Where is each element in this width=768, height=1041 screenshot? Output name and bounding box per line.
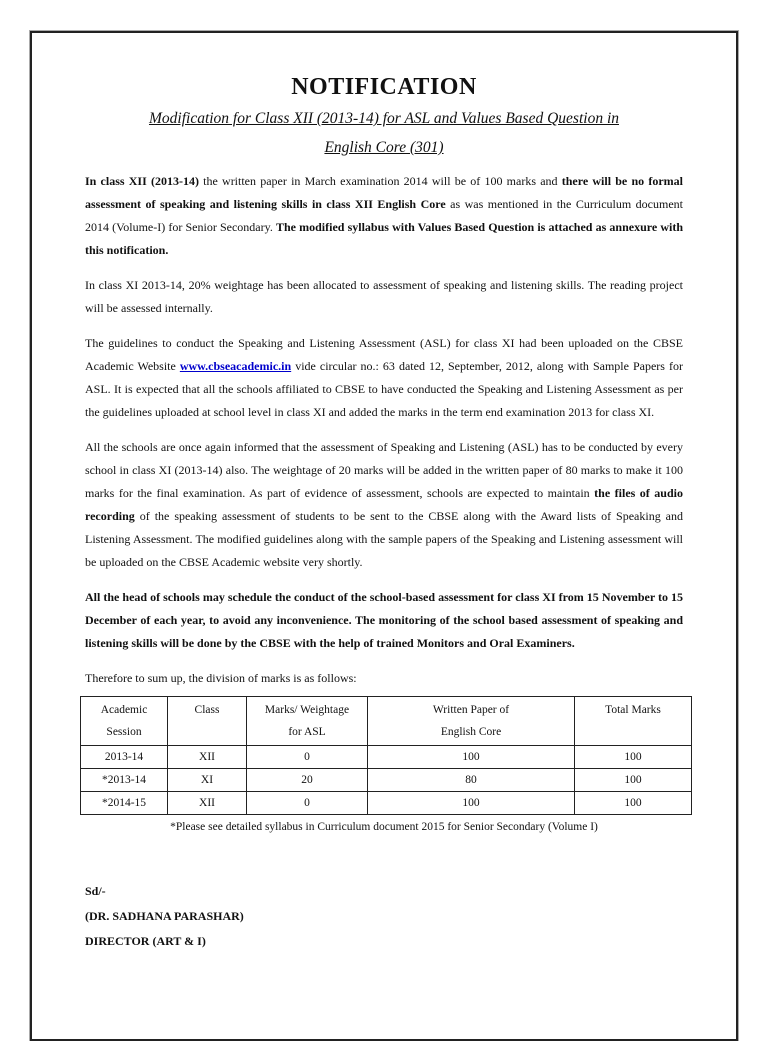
- cell-class: XII: [168, 792, 247, 815]
- cell-total: 100: [575, 792, 692, 815]
- cell-written: 80: [368, 769, 575, 792]
- page-title: NOTIFICATION: [291, 74, 477, 100]
- table-footnote: *Please see detailed syllabus in Curriculum document 2015 for Senior Secondary (Volume I): [170, 821, 598, 833]
- cell-written: 100: [368, 792, 575, 815]
- cbse-academic-link[interactable]: www.cbseacademic.in: [179, 359, 292, 373]
- cell-written: 100: [368, 746, 575, 769]
- para1-text-1: the written paper in March examination 2014 will be of 100 marks and: [198, 174, 562, 188]
- paragraph-guidelines: [85, 332, 683, 424]
- paragraph-sum-up: Therefore to sum up, the division of marks is as follows:: [85, 671, 357, 685]
- para4-text-1: All the schools are once again informed that the assessment of Speaking and Listening (ASL) has to be conducted by every school in class XI (2013-14) also. The weightage of 20 marks will be added in the written paper of 80 marks to make it 100 marks for the final examination. As part of evidence of assessment, schools are expected to maintain: [85, 440, 683, 500]
- subtitle: [85, 104, 683, 162]
- header-written-paper: Written Paper of English Core: [368, 697, 575, 746]
- header-class: Class: [168, 697, 247, 746]
- cell-total: 100: [575, 769, 692, 792]
- subtitle-line-2: English Core (301): [324, 139, 444, 156]
- paragraph-class-xi-weightage: In class XI 2013-14, 20% weightage has been allocated to assessment of speaking and listening skills. The reading project will be assessed internally.: [85, 278, 683, 315]
- signatory-name: (DR. SADHANA PARASHAR): [85, 909, 244, 923]
- para1-bold-1: In class XII (2013-14): [85, 174, 199, 188]
- subtitle-line-1: Modification for Class XII (2013-14) for ASL and Values Based Question in: [148, 110, 619, 127]
- cell-session: 2013-14: [81, 746, 168, 769]
- cell-asl: 20: [247, 769, 368, 792]
- cell-class: XI: [168, 769, 247, 792]
- marks-table: [80, 696, 692, 815]
- para1-text-2: as was mentioned in the Curriculum document 2014 (Volume-I) for Senior Secondary.: [85, 197, 683, 234]
- para3-text-2: vide circular no.: 63 dated 12, September, 2012, along with Sample Papers for ASL. It is expected that all the schools affiliated to CBSE to have conducted the Speaking and Listening Assessment as per the guidelines uploaded at school level in class XI and added the marks in the term end examination 2013 for class XI.: [85, 359, 683, 419]
- paragraph-class-xii: [85, 170, 683, 262]
- table-header-row: [81, 697, 692, 746]
- paragraph-head-of-schools: All the head of schools may schedule the conduct of the school-based assessment for class XI from 15 November to 15 December of each year, to avoid any inconvenience. The monitoring of the school based assessment of speaking and listening skills will be done by the CBSE with the help of trained Monitors and Oral Examiners.: [85, 590, 683, 650]
- header-total-marks: Total Marks: [575, 697, 692, 746]
- table-row: [81, 769, 692, 792]
- cell-total: 100: [575, 746, 692, 769]
- signature-block: [85, 879, 683, 954]
- cell-asl: 0: [247, 792, 368, 815]
- cell-session: *2013-14: [81, 769, 168, 792]
- para1-bold-2: there will be no formal assessment of speaking and listening skills in class XII English Core: [85, 174, 683, 211]
- cell-asl: 0: [247, 746, 368, 769]
- table-row: [81, 746, 692, 769]
- para3-text-1: The guidelines to conduct the Speaking and Listening Assessment (ASL) for class XI had been uploaded on the CBSE Academic Website: [85, 336, 683, 373]
- header-asl-marks: Marks/ Weightage for ASL: [247, 697, 368, 746]
- document-body: [85, 70, 683, 954]
- para4-text-2: of the speaking assessment of students to be sent to the CBSE along with the Award lists of Speaking and Listening Assessment. The modified guidelines along with the sample papers of the Speaking and Listening assessment will be uploaded on the CBSE Academic website very shortly.: [85, 509, 683, 569]
- signatory-designation: DIRECTOR (ART & I): [85, 934, 206, 948]
- header-academic-session: Academic Session: [81, 697, 168, 746]
- para1-bold-3: The modified syllabus with Values Based Question is attached as annexure with this notification.: [85, 220, 684, 257]
- signature-sd: Sd/-: [85, 884, 106, 898]
- paragraph-schools-informed: [85, 436, 683, 574]
- cell-session: *2014-15: [81, 792, 168, 815]
- cell-class: XII: [168, 746, 247, 769]
- table-row: [81, 792, 692, 815]
- para4-bold: the files of audio recording: [85, 486, 683, 523]
